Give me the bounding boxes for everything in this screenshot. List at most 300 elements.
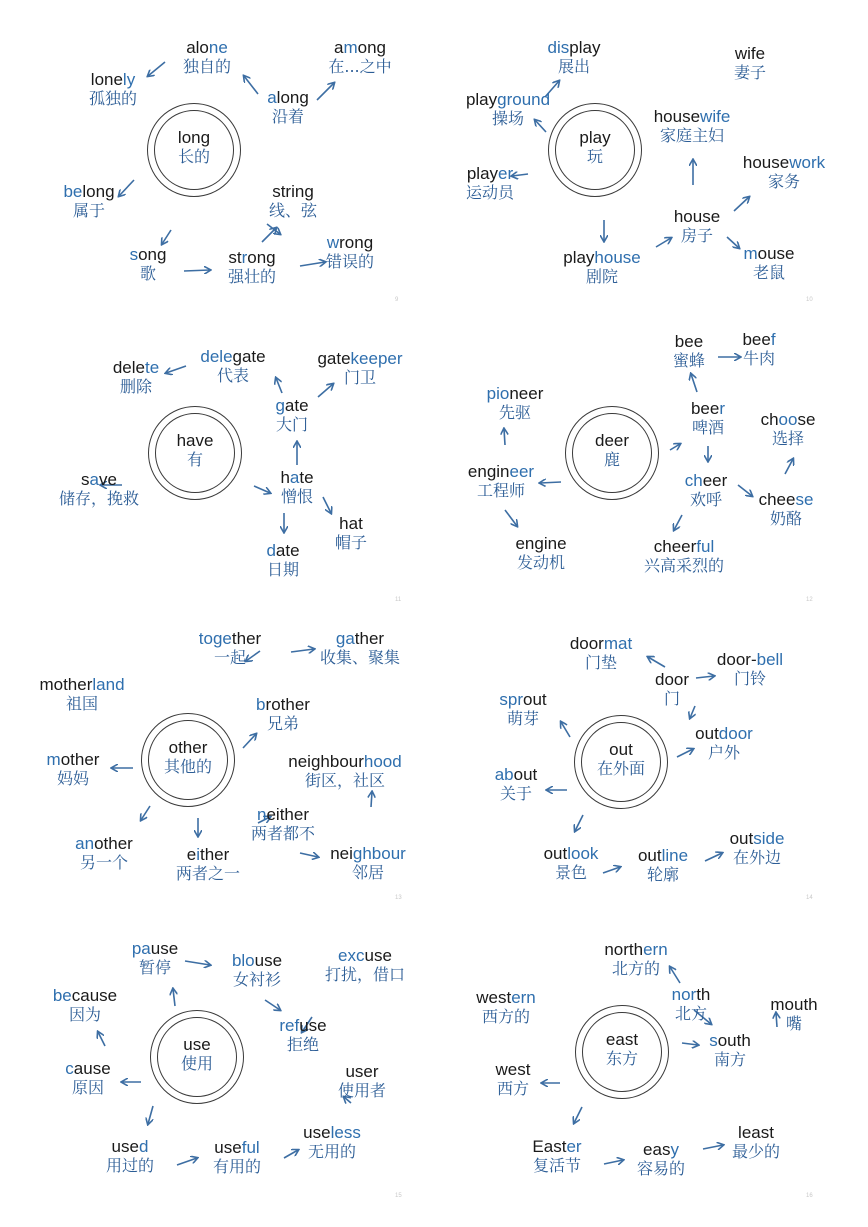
word-highlight: wife [700, 107, 731, 126]
word-segment: west [495, 1060, 531, 1079]
word-chinese: 强壮的 [227, 266, 277, 286]
word-segment: cause [71, 986, 118, 1005]
related-word [644, 537, 724, 575]
word-highlight: m [343, 38, 358, 57]
word-english [570, 634, 632, 654]
word-segment: dele [112, 358, 145, 377]
word-chinese: 容易的 [636, 1158, 686, 1178]
page-number: 16 [806, 1193, 813, 1199]
word-chinese: 帽子 [334, 532, 368, 552]
word-chinese: 展出 [557, 56, 591, 76]
word-highlight: blo [231, 951, 255, 970]
word-chinese: 门垫 [584, 652, 617, 672]
root-word [606, 1030, 638, 1068]
word-segment: out [522, 690, 547, 709]
arrow [505, 510, 517, 526]
word-chinese: 祖国 [65, 693, 98, 713]
word-segment: use [111, 1137, 139, 1156]
word-chinese: 另一个 [79, 852, 129, 872]
related-word [213, 1138, 261, 1176]
word-english [734, 44, 766, 64]
word-highlight: ful [696, 537, 715, 556]
word-chinese: 门铃 [733, 668, 766, 688]
word-english [487, 384, 544, 404]
word-english [695, 724, 753, 744]
related-word [200, 347, 265, 385]
related-word [655, 670, 689, 708]
word-highlight: ern [643, 940, 668, 959]
word-highlight: be [52, 986, 72, 1005]
word-segment: eer [702, 471, 728, 490]
arrow [185, 961, 210, 965]
related-word [570, 634, 632, 672]
word-highlight: eer [509, 462, 535, 481]
arrow [371, 792, 372, 807]
word-highlight: a [89, 470, 99, 489]
word-segment: house [673, 207, 721, 226]
arrow [648, 657, 665, 667]
word-english [468, 462, 534, 482]
word-highlight: line [661, 846, 689, 865]
word-highlight: less [330, 1123, 361, 1142]
word-english [39, 675, 124, 695]
related-word [228, 248, 276, 286]
word-segment: engine [515, 534, 567, 553]
word-chinese: 关于 [499, 783, 532, 803]
word-english [267, 88, 309, 108]
word-chinese: 蜜蜂 [672, 350, 706, 370]
word-english [325, 946, 405, 966]
related-word [685, 471, 728, 509]
arrow [243, 734, 256, 748]
word-highlight: exc [338, 946, 365, 965]
word-chinese: 北方 [674, 1003, 708, 1023]
word-english [709, 1031, 751, 1051]
word-english [685, 471, 728, 491]
word-chinese: 邻居 [351, 862, 384, 882]
root-word-english: out [609, 740, 633, 759]
word-highlight: spr [499, 690, 523, 709]
word-chinese: 沿着 [271, 106, 305, 126]
related-word [232, 951, 282, 989]
related-word [269, 182, 317, 220]
word-highlight: a [267, 88, 277, 107]
word-chinese: 复活节 [532, 1155, 581, 1175]
word-chinese: 代表 [216, 365, 250, 385]
word-segment: use [83, 1059, 111, 1078]
word-segment: ate [284, 396, 309, 415]
root-word-chinese: 有 [186, 449, 203, 469]
word-highlight: b [256, 695, 266, 714]
arrow [162, 230, 171, 244]
word-highlight: d [138, 1137, 149, 1156]
word-chinese: 无用的 [307, 1141, 356, 1161]
arrow [677, 749, 693, 757]
word-chinese: 暂停 [138, 957, 171, 977]
word-chinese: 门 [663, 688, 680, 708]
arrow [690, 706, 695, 718]
word-segment: least [738, 1123, 774, 1142]
word-chinese: 收集、聚集 [319, 647, 401, 667]
word-english [548, 38, 601, 58]
word-english [132, 939, 178, 959]
page-number: 13 [395, 895, 402, 901]
related-word [251, 805, 315, 843]
arrow [705, 853, 722, 861]
word-segment: play [466, 164, 499, 183]
word-chinese: 妈妈 [56, 768, 90, 788]
word-segment: long [276, 88, 309, 107]
arrow [727, 237, 739, 248]
word-highlight: door [718, 724, 753, 743]
arrow [670, 444, 680, 450]
word-highlight: side [753, 829, 785, 848]
word-segment: bee [742, 330, 771, 349]
word-segment: st [228, 248, 242, 267]
word-english [717, 650, 783, 670]
word-chinese: 南方 [713, 1049, 746, 1069]
word-segment: e [186, 845, 197, 864]
word-chinese: 北方的 [611, 958, 661, 978]
arrow [267, 224, 280, 234]
arrow [574, 1107, 582, 1123]
word-highlight: ern [511, 988, 536, 1007]
word-chinese: 西方 [496, 1078, 529, 1098]
word-english [674, 207, 720, 227]
word-chinese: 门卫 [343, 367, 377, 387]
word-map-panel [434, 610, 868, 908]
related-word [638, 846, 688, 884]
word-segment: either [266, 805, 309, 824]
arrow [244, 76, 258, 94]
word-chinese: 日期 [266, 559, 300, 579]
word-chinese: 工程师 [476, 480, 525, 500]
word-segment: door [654, 670, 690, 689]
arrow [785, 459, 793, 474]
related-word [89, 70, 137, 108]
page-number: 12 [806, 597, 813, 603]
word-map-panel [0, 0, 434, 303]
word-chinese: 拒绝 [286, 1034, 320, 1054]
word-english [251, 805, 315, 825]
word-segment: out [729, 829, 754, 848]
word-chinese: 妻子 [733, 62, 767, 82]
related-word [691, 399, 725, 437]
related-word [499, 690, 546, 728]
arrow [691, 374, 697, 392]
arrow [177, 1158, 197, 1165]
word-english [563, 248, 641, 268]
related-word [548, 38, 601, 76]
word-chinese: 操场 [491, 108, 524, 128]
word-chinese: 错误的 [325, 251, 375, 271]
arrow [119, 180, 134, 196]
related-word [654, 107, 731, 145]
word-english [466, 90, 550, 110]
word-chinese: 欢呼 [689, 489, 723, 509]
word-highlight: n [256, 805, 267, 824]
word-segment: ong [357, 38, 387, 57]
word-segment: ong [138, 245, 167, 264]
word-highlight: bell [756, 650, 784, 669]
word-english [65, 1059, 110, 1079]
word-highlight: toge [198, 629, 232, 648]
word-highlight: i [196, 845, 200, 864]
word-segment: engin [467, 462, 510, 481]
word-segment: house [653, 107, 701, 126]
word-chinese: 老鼠 [752, 262, 786, 282]
word-chinese: 运动员 [465, 182, 515, 202]
word-segment: out [695, 724, 719, 743]
root-word-english: deer [594, 431, 630, 450]
related-word [275, 396, 308, 434]
word-english [499, 690, 546, 710]
root-word [164, 738, 212, 776]
word-chinese: 啤酒 [691, 417, 725, 437]
arrow [173, 989, 175, 1006]
word-segment: ate [275, 541, 300, 560]
word-english [320, 629, 400, 649]
arrow [265, 1000, 280, 1010]
word-chinese: 因为 [68, 1004, 102, 1024]
related-word [468, 462, 534, 500]
arrow [670, 967, 680, 983]
word-english [654, 107, 731, 127]
word-english [213, 1138, 261, 1158]
word-segment: s [81, 470, 90, 489]
word-segment: gate [317, 349, 351, 368]
word-english [770, 995, 817, 1015]
word-segment: long [82, 182, 115, 201]
word-segment: rong [339, 233, 374, 252]
related-word [563, 248, 641, 286]
arrow [291, 649, 314, 652]
word-chinese: 户外 [707, 742, 741, 762]
arrow [300, 262, 325, 266]
related-word [59, 470, 139, 508]
word-chinese: 家庭主妇 [659, 125, 724, 145]
related-word [709, 1031, 751, 1069]
word-segment: use [303, 1123, 331, 1142]
word-chinese: 街区，社区 [304, 770, 386, 790]
related-word [672, 985, 711, 1023]
related-word [326, 233, 374, 271]
word-segment: ther [354, 629, 385, 648]
word-highlight: ref [279, 1016, 300, 1035]
word-english [199, 629, 261, 649]
word-chinese: 一起 [213, 647, 247, 667]
word-highlight: te [144, 358, 160, 377]
word-english [266, 541, 299, 561]
related-word [637, 1140, 685, 1178]
word-segment: mouth [770, 995, 818, 1014]
word-highlight: dele [200, 347, 233, 366]
related-word [734, 44, 766, 82]
word-map-panel [434, 0, 868, 303]
word-english [742, 330, 775, 350]
word-chinese: 属于 [72, 200, 105, 220]
root-word-chinese: 在外面 [596, 758, 646, 778]
word-segment: r [265, 695, 272, 714]
root-word-english: have [176, 431, 214, 450]
related-word [280, 468, 313, 506]
word-segment: north [604, 940, 644, 959]
arrow [184, 270, 210, 271]
word-segment: te [299, 468, 314, 487]
related-word [487, 384, 544, 422]
arrow [703, 1145, 723, 1149]
related-word [328, 38, 391, 76]
word-segment: a [333, 38, 344, 57]
arrow [148, 1106, 153, 1124]
arrow [166, 366, 186, 373]
word-segment: door [569, 634, 604, 653]
word-highlight: house [594, 248, 641, 267]
arrow [148, 62, 165, 76]
related-word [743, 244, 794, 282]
word-segment: use [364, 946, 392, 965]
word-english [672, 985, 711, 1005]
word-highlight: a [289, 468, 300, 487]
related-word [279, 1016, 326, 1054]
word-english [232, 951, 282, 971]
arrow [603, 867, 620, 873]
word-english [604, 940, 667, 960]
word-chinese: 在...之中 [328, 56, 392, 76]
word-highlight: ful [241, 1138, 260, 1157]
related-word [742, 330, 775, 368]
word-segment: other [94, 834, 133, 853]
related-word [256, 695, 310, 733]
word-english [743, 244, 794, 264]
root-word [181, 1035, 213, 1073]
related-word [106, 1137, 154, 1175]
arrow [141, 806, 150, 820]
root-word-chinese: 东方 [605, 1048, 639, 1068]
word-segment: ther [231, 629, 262, 648]
word-highlight: an [75, 834, 95, 853]
root-word-english: other [168, 738, 208, 757]
word-highlight: ab [494, 765, 514, 784]
word-english [673, 332, 705, 352]
word-segment: wife [734, 44, 766, 63]
arrow [276, 378, 282, 393]
word-english [317, 349, 402, 369]
word-english [130, 245, 167, 265]
related-word [532, 1137, 581, 1175]
related-word [732, 1123, 780, 1161]
related-word [266, 541, 299, 579]
word-highlight: be [63, 182, 83, 201]
related-word [466, 90, 550, 128]
word-segment: neighbour [288, 752, 364, 771]
related-word [717, 650, 783, 688]
word-highlight: ne [208, 38, 228, 57]
word-chinese: 选择 [771, 428, 805, 448]
related-word [476, 988, 536, 1026]
word-english [228, 248, 276, 268]
word-english [335, 514, 367, 534]
arrow [512, 174, 528, 176]
word-chinese: 独自的 [182, 56, 232, 76]
word-english [532, 1137, 581, 1157]
word-highlight: ghbour [352, 844, 406, 863]
word-segment: ve [98, 470, 117, 489]
word-highlight: ga [335, 629, 355, 648]
related-word [604, 940, 667, 978]
related-word [770, 995, 817, 1033]
word-chinese: 在外边 [732, 847, 782, 867]
arrow [504, 429, 505, 445]
word-segment: play [563, 248, 595, 267]
word-chinese: 奶酪 [769, 508, 802, 528]
word-highlight: ground [497, 90, 551, 109]
word-chinese: 歌 [139, 263, 156, 283]
arrow [682, 1043, 698, 1045]
arrows-layer [434, 0, 868, 298]
word-english [466, 164, 514, 184]
word-english [200, 347, 265, 367]
word-segment: ouse [757, 244, 795, 263]
word-highlight: dis [547, 38, 570, 57]
related-word [330, 844, 406, 882]
word-english [338, 1062, 386, 1082]
related-word [515, 534, 566, 572]
word-segment: west [476, 988, 512, 1007]
word-english [53, 986, 117, 1006]
root-word [177, 431, 214, 469]
word-english [176, 845, 240, 865]
page-number: 10 [806, 297, 813, 303]
word-highlight: pio [486, 384, 510, 403]
arrow [254, 486, 270, 493]
word-english [280, 468, 313, 488]
word-highlight: nor [671, 985, 697, 1004]
arrow [98, 1032, 105, 1046]
word-highlight: w [326, 233, 340, 252]
related-word [65, 1059, 110, 1097]
word-english [476, 988, 536, 1008]
word-segment: out [637, 846, 662, 865]
word-chinese: 景色 [554, 862, 588, 882]
word-english [59, 470, 139, 490]
word-english [655, 670, 689, 690]
related-word [495, 765, 538, 803]
arrow [561, 722, 570, 737]
word-chinese: 兄弟 [266, 713, 300, 733]
word-highlight: work [789, 153, 826, 172]
word-highlight: look [567, 844, 599, 863]
related-word [673, 332, 705, 370]
word-highlight: m [46, 750, 61, 769]
word-segment: use [254, 951, 283, 970]
related-word [132, 939, 178, 977]
word-english [106, 1137, 154, 1157]
related-word [695, 724, 753, 762]
related-word [199, 629, 261, 667]
word-highlight: s [129, 245, 139, 264]
word-segment: se [797, 410, 816, 429]
word-segment: user [345, 1062, 379, 1081]
related-word [320, 629, 400, 667]
word-segment: string [272, 182, 314, 201]
word-english [691, 399, 725, 419]
word-segment: ther [199, 845, 230, 864]
arrow [284, 1150, 298, 1158]
word-english [279, 1016, 326, 1036]
root-word-english: use [183, 1035, 211, 1054]
word-english [495, 765, 538, 785]
